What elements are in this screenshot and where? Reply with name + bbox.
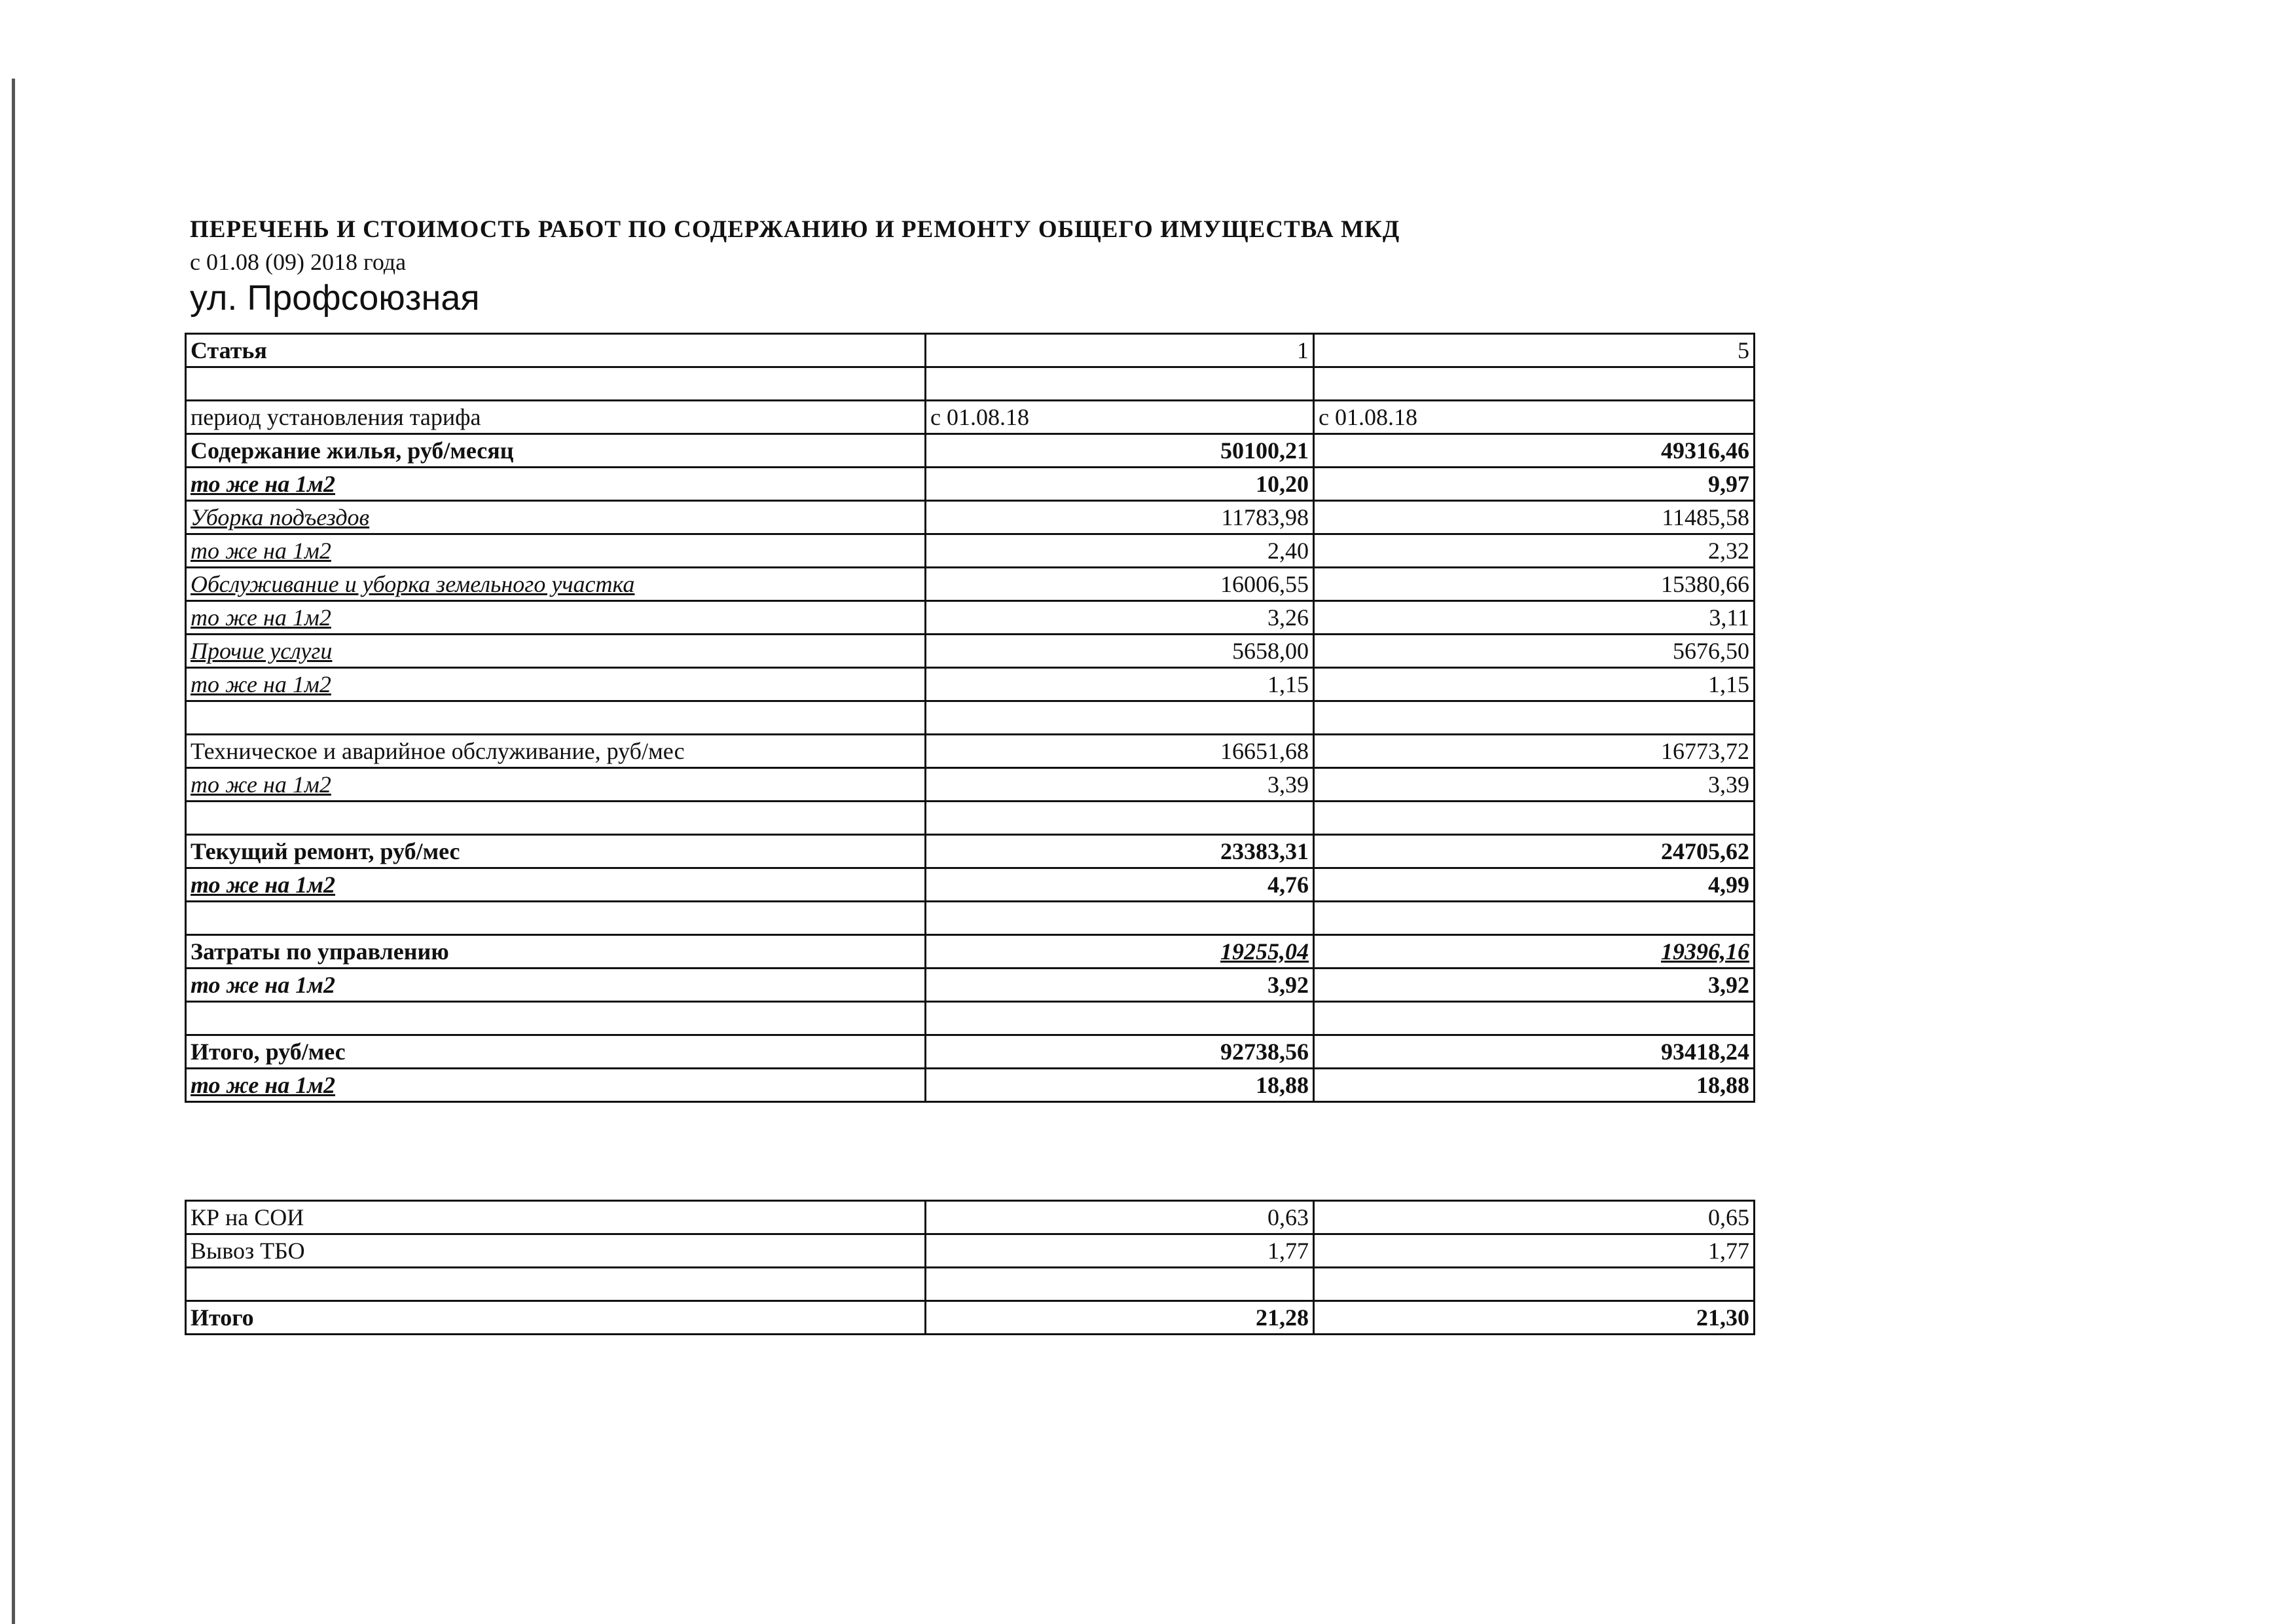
row-value-col2: 16773,72	[1314, 735, 1755, 768]
row-label: Затраты по управлению	[186, 935, 926, 969]
table-row	[186, 1301, 1755, 1335]
row-label: то же на 1м2	[186, 601, 926, 635]
row-value-col2: 15380,66	[1314, 568, 1755, 601]
cost-table	[185, 333, 1755, 1103]
table-row	[186, 668, 1755, 701]
header-label: Статья	[186, 334, 926, 367]
table-row	[186, 1069, 1755, 1102]
empty-row	[186, 1002, 1755, 1035]
row-value-col1: 92738,56	[926, 1035, 1314, 1069]
row-value-col2: 4,99	[1314, 868, 1755, 902]
document-date: с 01.08 (09) 2018 года	[190, 249, 407, 275]
scan-edge-line	[12, 79, 15, 1624]
table-row	[186, 969, 1755, 1002]
table-row	[186, 1234, 1755, 1268]
header-row	[186, 334, 1755, 367]
empty-row	[186, 802, 1755, 835]
row-value-col1: 19255,04	[926, 935, 1314, 969]
row-value-col2: 1,15	[1314, 668, 1755, 701]
row-value-col1: 10,20	[926, 468, 1314, 501]
period-row	[186, 401, 1755, 434]
row-value-col2: 5676,50	[1314, 635, 1755, 668]
row-value-col2: 49316,46	[1314, 434, 1755, 468]
row-label: КР на СОИ	[186, 1201, 926, 1234]
table-row	[186, 568, 1755, 601]
row-value-col1: 50100,21	[926, 434, 1314, 468]
table-row	[186, 635, 1755, 668]
row-value-col1: 18,88	[926, 1069, 1314, 1102]
row-label: Обслуживание и уборка земельного участка	[186, 568, 926, 601]
table-row	[186, 735, 1755, 768]
empty-row	[186, 701, 1755, 735]
row-value-col2: 93418,24	[1314, 1035, 1755, 1069]
row-label: Вывоз ТБО	[186, 1234, 926, 1268]
row-label: Уборка подъездов	[186, 501, 926, 534]
row-label: Итого	[186, 1301, 926, 1335]
table-row	[186, 1035, 1755, 1069]
row-value-col1: 3,39	[926, 768, 1314, 802]
table-row	[186, 534, 1755, 568]
row-label: Текущий ремонт, руб/мес	[186, 835, 926, 868]
additional-charges-table	[185, 1200, 1755, 1335]
row-value-col1: 11783,98	[926, 501, 1314, 534]
row-value-col2: 21,30	[1314, 1301, 1755, 1335]
row-label: Прочие услуги	[186, 635, 926, 668]
table-row	[186, 468, 1755, 501]
row-value-col1: 16006,55	[926, 568, 1314, 601]
period-col1: с 01.08.18	[926, 401, 1314, 434]
row-value-col2: 3,11	[1314, 601, 1755, 635]
period-col2: с 01.08.18	[1314, 401, 1755, 434]
table-row	[186, 434, 1755, 468]
row-value-col2: 9,97	[1314, 468, 1755, 501]
row-value-col1: 5658,00	[926, 635, 1314, 668]
header-col2: 5	[1314, 334, 1755, 367]
row-value-col1: 16651,68	[926, 735, 1314, 768]
row-value-col1: 1,77	[926, 1234, 1314, 1268]
row-label: то же на 1м2	[186, 668, 926, 701]
row-value-col2: 24705,62	[1314, 835, 1755, 868]
row-value-col2: 1,77	[1314, 1234, 1755, 1268]
empty-row	[186, 902, 1755, 935]
row-value-col2: 18,88	[1314, 1069, 1755, 1102]
row-value-col2: 2,32	[1314, 534, 1755, 568]
row-label: Итого, руб/мес	[186, 1035, 926, 1069]
row-value-col1: 3,92	[926, 969, 1314, 1002]
row-label: то же на 1м2	[186, 969, 926, 1002]
row-label: то же на 1м2	[186, 534, 926, 568]
document-title: ПЕРЕЧЕНЬ И СТОИМОСТЬ РАБОТ ПО СОДЕРЖАНИЮ И РЕМОНТУ ОБЩЕГО ИМУЩЕСТВА МКД	[190, 216, 1400, 243]
row-label: то же на 1м2	[186, 868, 926, 902]
row-label: Техническое и аварийное обслуживание, руб/мес	[186, 735, 926, 768]
row-value-col1: 1,15	[926, 668, 1314, 701]
table-row	[186, 501, 1755, 534]
row-value-col2: 3,92	[1314, 969, 1755, 1002]
period-label: период установления тарифа	[186, 401, 926, 434]
empty-row	[186, 367, 1755, 401]
empty-row	[186, 1268, 1755, 1301]
table-row	[186, 601, 1755, 635]
row-label: то же на 1м2	[186, 768, 926, 802]
row-value-col2: 11485,58	[1314, 501, 1755, 534]
row-value-col2: 3,39	[1314, 768, 1755, 802]
row-value-col1: 4,76	[926, 868, 1314, 902]
document-header	[190, 216, 1400, 318]
row-label: то же на 1м2	[186, 1069, 926, 1102]
row-value-col1: 3,26	[926, 601, 1314, 635]
row-value-col1: 21,28	[926, 1301, 1314, 1335]
table-row	[186, 935, 1755, 969]
row-value-col1: 0,63	[926, 1201, 1314, 1234]
row-value-col1: 23383,31	[926, 835, 1314, 868]
table-row	[186, 1201, 1755, 1234]
row-label: Содержание жилья, руб/месяц	[186, 434, 926, 468]
table-row	[186, 768, 1755, 802]
row-label: то же на 1м2	[186, 468, 926, 501]
street-name: ул. Профсоюзная	[190, 278, 480, 318]
row-value-col2: 19396,16	[1314, 935, 1755, 969]
row-value-col1: 2,40	[926, 534, 1314, 568]
row-value-col2: 0,65	[1314, 1201, 1755, 1234]
header-col1: 1	[926, 334, 1314, 367]
table-row	[186, 868, 1755, 902]
table-row	[186, 835, 1755, 868]
